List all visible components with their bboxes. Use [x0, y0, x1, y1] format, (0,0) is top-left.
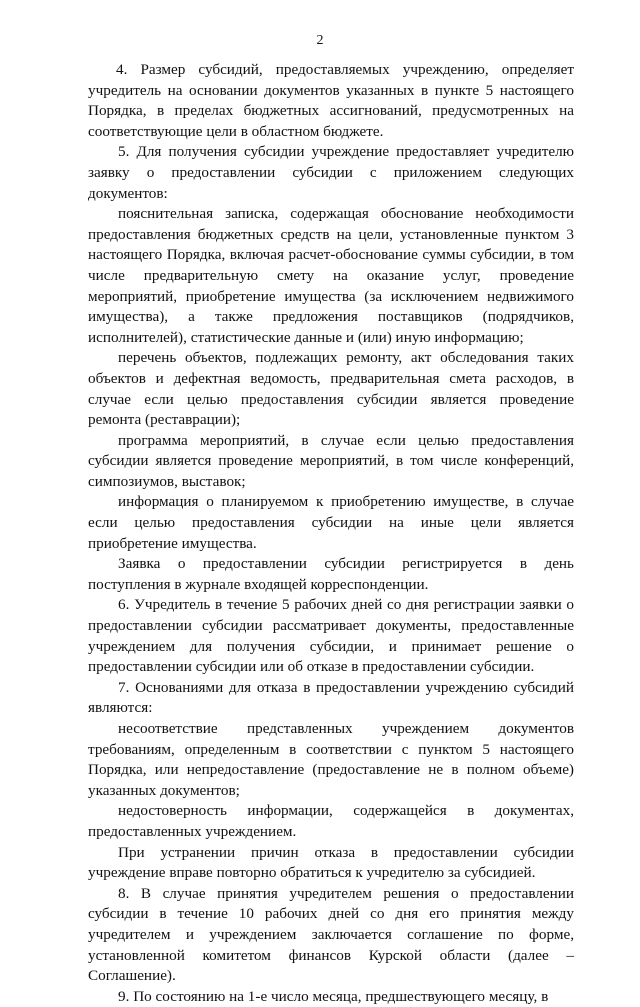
- list-item-event-program: программа мероприятий, в случае если целью предоставления субсидии является проведение мероприятий, в том числе конференций, симпозиумов, выставок;: [88, 431, 574, 490]
- list-item-property-info: информация о планируемом к приобретению имуществе, в случае если целью предоставления субсидии на иные цели является приобретение имущества.: [88, 493, 574, 552]
- paragraph-item-9: 9. По состоянию на 1-е число месяца, предшествующего месяцу, в: [118, 987, 549, 1005]
- paragraph-item-7: 7. Основаниями для отказа в предоставлении учреждению субсидий являются:: [88, 678, 574, 717]
- paragraph-item-4: 4. Размер субсидий, предоставляемых учреждению, определяет учредитель на основании документов указанных в пункте 5 настоящего Порядка, в пределах бюджетных ассигнований, предусмотренных на соответствующие цели в областном бюджете.: [88, 61, 574, 140]
- paragraph-registration: Заявка о предоставлении субсидии регистрируется в день поступления в журнале входящей корреспонденции.: [88, 555, 574, 593]
- paragraph-item-8: 8. В случае принятия учредителем решения о предоставлении субсидии в течение 10 рабочих дней со дня его принятия между учредителем и учреждением заключается соглашение по форме, установленной комитетом финансов Курской области (далее – Соглашение).: [88, 884, 574, 985]
- document-body: [88, 60, 574, 1007]
- page-number: 2: [316, 33, 324, 48]
- list-item-noncompliance: несоответствие представленных учреждением документов требованиям, определенным в соответствии с пунктом 5 настоящего Порядка, или непредоставление (предоставление не в полном объеме) указанных документов;: [88, 720, 574, 799]
- list-item-explanatory-note: пояснительная записка, содержащая обоснование необходимости предоставления бюджетных средств на цели, установленные пунктом 3 настоящего Порядка, включая расчет-обоснование суммы субсидии, в том числе предварительную смету на оказание услуг, проведение мероприятий, приобретение имущества (за исключением недвижимого имущества), а также предложения поставщиков (подрядчиков, исполнителей), статистические данные и (или) иную информацию;: [88, 205, 574, 346]
- list-item-unreliable-info: недостоверность информации, содержащейся в документах, предоставленных учреждением.: [88, 802, 574, 840]
- paragraph-item-6: 6. Учредитель в течение 5 рабочих дней со дня регистрации заявки о предоставлении субсидии рассматривает документы, предоставленные учреждением для получения субсидии, и принимает решение о предоставлении субсидии или об отказе в предоставлении субсидии.: [88, 596, 574, 676]
- list-item-repair-objects: перечень объектов, подлежащих ремонту, акт обследования таких объектов и дефектная ведомость, предварительная смета расходов, в случае если целью предоставления субсидии является проведение ремонта (реставрации);: [88, 349, 574, 429]
- paragraph-item-5: 5. Для получения субсидии учреждение предоставляет учредителю заявку о предоставлении субсидии с приложением следующих документов:: [88, 143, 574, 202]
- paragraph-reapply: При устранении причин отказа в предоставлении субсидии учреждение вправе повторно обратиться к учредителю за субсидией.: [88, 843, 574, 882]
